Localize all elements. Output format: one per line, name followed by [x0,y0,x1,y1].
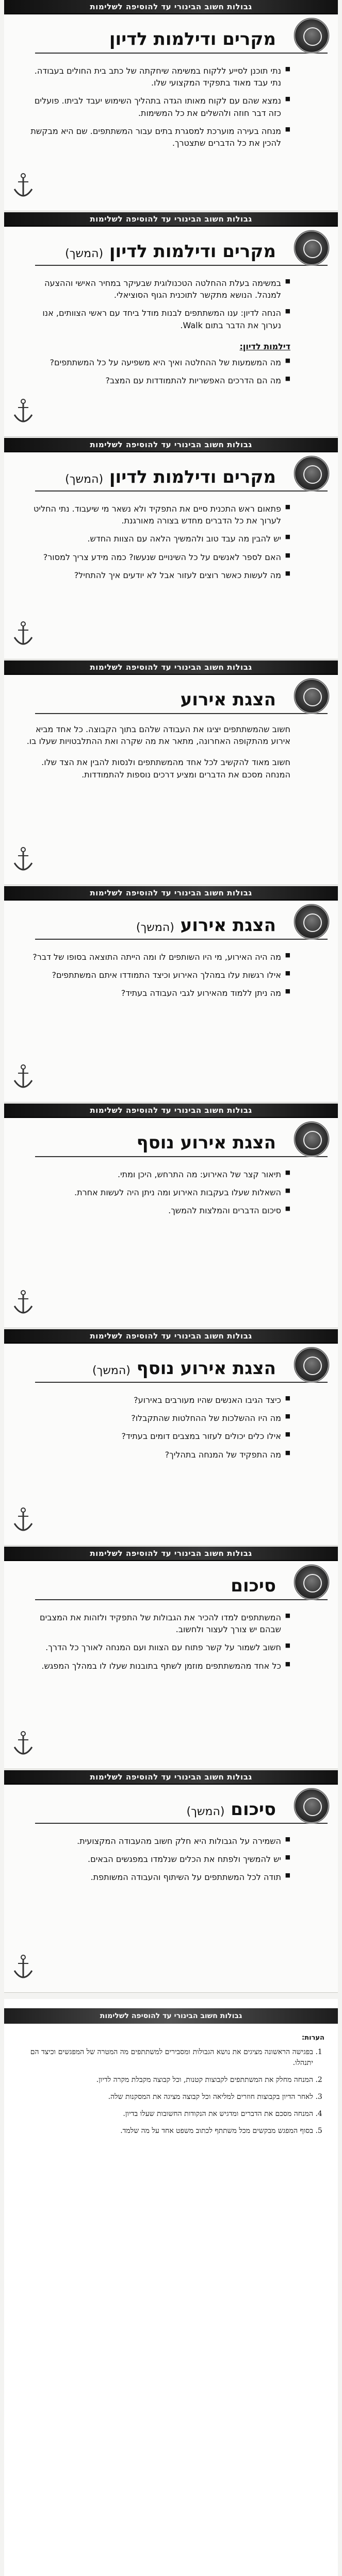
bullet-item: ■ נתי תוכנן לסייע ללקוח במשימה שיחקתה של כתב בית החולים בעבודה. נתי עבד מאוד בתפקיד המקצועי שלו. [25,65,290,89]
title-rule [35,1156,328,1157]
slide-title: הצגת אירוע נוסף [136,1132,276,1153]
anchor-icon [12,1507,34,1534]
title-rule [35,713,328,714]
slide-header: גבולות חשוב הבינורי עד להוסיפה לשלימות [4,1547,338,1561]
notes-list [18,2047,324,2137]
bullet-item: ■ תיאור קצר של האירוע: מה התרחש, היכן ומתי. [25,1168,290,1180]
slide-header: גבולות חשוב הבינורי עד להוסיפה לשלימות [4,886,338,901]
bullet-list [25,1168,290,1217]
bullet-list [25,1612,290,1672]
slide-5 [4,886,338,1103]
bullet-item: ■ יש להמשיך ולפתח את הכלים שנלמדו במפגשים הבאים. [25,1853,290,1865]
emblem-icon [294,904,330,940]
emblem-icon [294,678,330,714]
bullet-item: ■ כל אחד מהמשתתפים מוזמן לשתף בתובנות שעלו לו במהלך המפגש. [25,1660,290,1672]
bullet-item: ■ כיצד הגיבו האנשים שהיו מעורבים באירוע? [25,1394,290,1406]
title-rule [35,939,328,940]
anchor-icon [12,398,34,425]
slide-header: גבולות חשוב הבינורי עד להוסיפה לשלימות [4,1329,338,1344]
bullet-list [25,1835,290,1884]
bullet-list [25,1394,290,1461]
emblem-icon [294,1121,330,1157]
emblem-icon [294,18,330,54]
bullet-item: ■ האם לספר לאנשים על כל השינויים שנעשו? כמה מידע צריך למסור? [25,551,290,563]
anchor-icon [12,1064,34,1091]
notes-label: הערות: [302,2034,324,2042]
bullet-item: ■ חשוב לשמור על קשר פתוח עם הצוות ועם המנחה לאורך כל הדרך. [25,1641,290,1653]
slide-1 [4,0,338,211]
bullet-item: ■ מה התפקיד של המנחה בתהליך? [25,1449,290,1461]
bullet-item: ■ מנחה בעירה מוערכת למסגרת בתים עבור המשתתפים. שם היא מבקשת להכין את כל הדברים שתצטרך. [25,125,290,149]
bullet-item: ■ מה היו ההשלכות של ההחלטות שהתקבלו? [25,1412,290,1424]
title-rule [35,265,328,266]
bullet-list [25,503,290,581]
bullet-item: ■ השמירה על הגבולות היא חלק חשוב מהעבודה המקצועית. [25,1835,290,1847]
slide-header: גבולות חשוב הבינורי עד להוסיפה לשלימות [4,212,338,227]
slide-header: גבולות חשוב הבינורי עד להוסיפה לשלימות [4,438,338,452]
bullet-list [25,65,290,149]
anchor-icon [12,1731,34,1757]
bullet-item: ■ מה ניתן ללמוד מהאירוע לגבי העבודה בעתיד? [25,987,290,999]
bullet-item: ■ יש להבין מה עבד טוב ולהמשיך הלאה עם הצוות החדש. [25,533,290,545]
title-rule [35,490,328,492]
emblem-icon [294,1788,330,1824]
slide-title: הצגת אירוע (המשך) [136,915,276,936]
slide-3 [4,438,338,659]
bullet-item: ■ מה לעשות כאשר רוצים לעזור אבל לא יודעים איך להתחיל? [25,569,290,581]
bullet-item: ■ נמצא שהם עם לקוח מאותו הגדה בתהליך השימוש יעבד לביתו. פועלים כזה דבר חוזה ולהשלים את כל המשימות. [25,95,290,118]
bullet-list [25,951,290,999]
slide-title: הצגת אירוע [180,689,276,710]
bullet-item: ■ השאלות שעלו בעקבות האירוע ומה ניתן היה לעשות אחרת. [25,1187,290,1198]
bullet-item: ■ מה הם הדרכים האפשריות להתמודדות עם המצב? [25,375,290,386]
slide-header: גבולות חשוב הבינורי עד להוסיפה לשלימות [4,1104,338,1118]
bullet-list [25,277,290,331]
bullet-item: ■ מה היה האירוע, מי היו השותפים לו ומה הייתה התוצאה בסופו של דבר? [25,951,290,963]
paragraph: חשוב שהמשתתפים יציגו את העבודה שלהם בתוך הקבוצה. כל אחד מביא אירוע מהתקופה האחרונה, מתאר את מה שקרה ואת ההתלבטויות שעלו בו. [26,724,290,747]
slide-7 [4,1329,338,1546]
title-rule [35,53,328,54]
note-item: 3. לאחר הדיון בקבוצות חוזרים למליאה וכל קבוצה מציגה את המסקנות שלה. [18,2092,313,2103]
slide-title: מקרים ודילמות לדיון [109,29,276,49]
bullet-item: ■ מה המשמעות של ההחלטה ואיך היא משפיעה על כל המשתתפים? [25,357,290,368]
anchor-icon [12,846,34,873]
note-item: 2. המנחה מחלק את המשתתפים לקבוצות קטנות, וכל קבוצה מקבלת מקרה לדיון. [18,2075,313,2086]
slide-title: סיכום (המשך) [186,1799,276,1820]
slide-header: גבולות חשוב הבינורי עד להוסיפה לשלימות [4,660,338,675]
anchor-icon [12,621,34,648]
note-item: 5. בסוף המפגש מבקשים מכל משתתף לכתוב משפט אחד על מה שלמד. [18,2126,313,2137]
slide-title: סיכום [231,1575,276,1596]
slide-8 [4,1547,338,1769]
note-item: 1. בפגישה הראשונה מציגים את נושא הגבולות ומסבירים למשתתפים מה המטרה של המפגשים וכיצד הם יתנהלו. [18,2047,313,2069]
paragraph: חשוב מאוד להקשיב לכל אחד מהמשתתפים ולנסות להבין את הצד שלו. המנחה מסכם את הדברים ומציע דרכים נוספות להתמודדות. [41,757,290,779]
bullet-item: ■ אילו כלים יכולים לעזור במצבים דומים בעתיד? [25,1430,290,1442]
slide-2 [4,212,338,437]
slide-header: גבולות חשוב הבינורי עד להוסיפה לשלימות [4,0,338,14]
document-notes-page-1 [4,1999,338,2576]
slide-header: גבולות חשוב הבינורי עד להוסיפה לשלימות [4,1770,338,1785]
bullet-item: ■ המשתתפים למדו להכיר את הגבולות של התפקיד ולזהות את המצבים שבהם יש צורך לעצור ולחשוב. [25,1612,290,1635]
anchor-icon [12,173,34,199]
doc-header-banner: גבולות חשוב הבינורי עד להוסיפה לשלימות [4,2008,338,2024]
emblem-icon [294,1564,330,1600]
bullet-item: ■ במשימה בעלת ההחלטה הטכנולוגית שבעיקר במחיר האישי וההצעה למנהל. הנושא מתקשר לתוכנית הגוף הסוציאלי. [25,277,290,301]
title-rule [35,1823,328,1824]
slide-6 [4,1104,338,1328]
slide-title: מקרים ודילמות לדיון (המשך) [65,241,276,262]
slide-title: הצגת אירוע נוסף (המשך) [92,1358,276,1379]
note-item: 4. המנחה מסכם את הדברים ומדגיש את הנקודות החשובות שעלו בדיון. [18,2109,313,2120]
subheading: דילמות לדיון: [239,341,290,351]
slide-9 [4,1770,338,1993]
anchor-icon [12,1290,34,1316]
emblem-icon [294,1347,330,1383]
bullet-item: ■ פתאום ראש התכנית סיים את התפקיד ולא נשאר מי שיעבוד. נתי החליט לערוך את כל הדברים מחדש בצורה מאורגנת. [25,503,290,527]
bullet-list [25,357,290,386]
emblem-icon [294,230,330,266]
bullet-item: ■ אילו רגשות עלו במהלך האירוע וכיצד התמודדו איתם המשתתפים? [25,969,290,981]
bullet-item: ■ תודה לכל המשתתפים על השיתוף והעבודה המשותפת. [25,1871,290,1883]
slide-title: מקרים ודילמות לדיון (המשך) [65,467,276,487]
slide-4 [4,660,338,885]
bullet-item: ■ הנחה לדיון: ענו המשתתפים לבנות מודל ביחד עם ראשי הצוותים, אנו נערוך את הדבר בתום Walk. [25,307,290,331]
emblem-icon [294,455,330,492]
anchor-icon [12,1954,34,1981]
bullet-item: ■ סיכום הדברים והמלצות להמשך. [25,1205,290,1216]
title-rule [35,1599,328,1600]
title-rule [35,1382,328,1383]
